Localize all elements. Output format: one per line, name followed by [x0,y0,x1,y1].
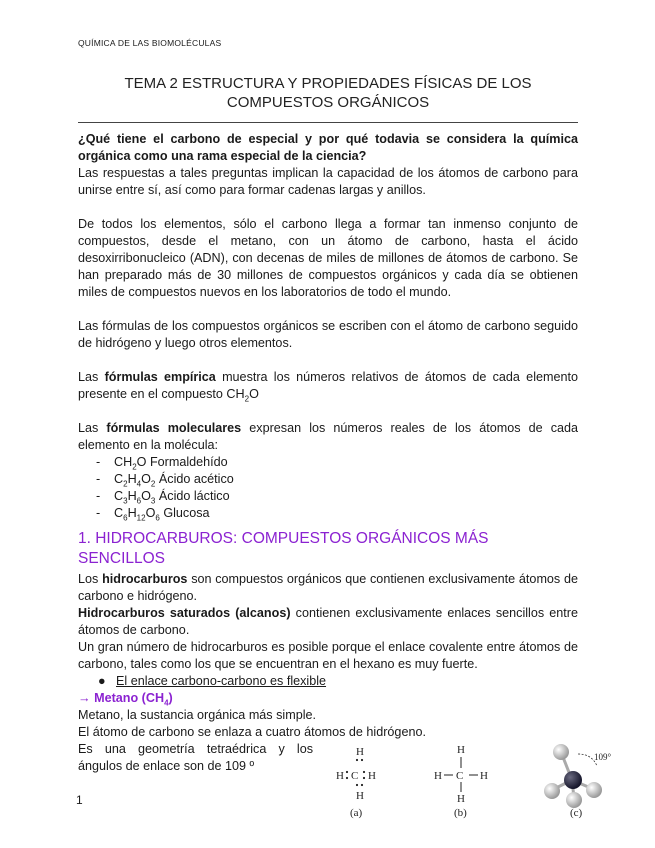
page-number: 1 [76,793,83,807]
hydrogen-ball [544,783,560,799]
paragraph-hydrocarbons: Los hidrocarburos son compuestos orgánicos que contienen exclusivamente átomos de carbono e hidrógeno. [78,572,578,603]
paragraph-bond: Un gran número de hidrocarburos es posible porque el enlace covalente entre átomos de carbono, tales como los que se encuentran en el hexano es muy fuerte. [78,640,578,671]
hydrogen-ball [566,792,582,808]
hydrogen-ball [553,744,569,760]
atom-h-top: H [356,746,364,758]
ball-and-stick-model [544,744,612,819]
paragraph-alkanes: Hidrocarburos saturados (alcanos) contienen exclusivamente enlaces sencillos entre átomos de carbono. [78,606,578,637]
atom-c: C [351,770,359,782]
page-title [78,74,578,112]
structural-formula [434,744,488,819]
atom-h-bottom: H [457,793,465,805]
running-header: QUÍMICA DE LAS BIOMOLÉCULAS [78,38,222,48]
paragraph-formulas: Las fórmulas de los compuestos orgánicos se escriben con el átomo de carbono seguido de hidrógeno y luego otros elementos. [78,319,578,350]
bond-angle-label: 109° [594,752,612,762]
atom-h-left: H [434,770,442,782]
atom-c: C [456,770,464,782]
figure-label-c: (c) [570,807,583,819]
list-item: - $C_2H_4O_2$ Ácido acético [78,471,578,488]
formula-list [78,454,578,522]
atom-h-right: H [480,770,488,782]
paragraph-empirical: Las fórmulas empírica muestra los números relativos de átomos de cada elemento presente en el compuesto $CH_2O$ [78,370,578,404]
carbon-ball [564,771,582,789]
figure-label-a: (a) [350,807,363,819]
lewis-structure [336,746,376,819]
atom-h-bottom: H [356,790,364,802]
figure-label-b: (b) [454,807,467,819]
atom-h-left: H [336,770,344,782]
intro-answer: Las respuestas a tales preguntas implican la capacidad de los átomos de carbono para unirse entre sí, así como para formar cadenas largas y anillos. [78,166,578,197]
list-item: - $CH_2O$ Formaldehído [78,454,578,471]
body-content [78,131,578,775]
bullet-flexible: ● El enlace carbono-carbono es flexible [98,674,327,688]
paragraph-elements: De todos los elementos, sólo el carbono llega a formar tan inmenso conjunto de compuestos, desde el metano, con un átomo de carbono, hasta el ácido desoxirribonucleico (ADN), con decenas de miles de millones de átomos de carbono. Se han preparado más de 30 millones de compuestos orgánicos y cada día se obtienen miles de compuestos nuevos en los laboratorios de todo el mundo. [78,217,578,299]
intro-question: ¿Qué tiene el carbono de especial y por qué todavia se considera la química orgánica como una rama especial de la ciencia? [78,132,578,163]
list-item: - $C_3H_6O_3$ Ácido láctico [78,488,578,505]
title-line-1: TEMA 2 ESTRUCTURA Y PROPIEDADES FÍSICAS DE LOS [124,75,532,92]
metano-heading: → Metano $(CH_4)$ [78,691,173,708]
atom-h-top: H [457,744,465,756]
methane-figure [330,740,630,820]
section-heading: 1. HIDROCARBUROS: COMPUESTOS ORGÁNICOS MÁS SENCILLOS [78,530,489,567]
title-divider [78,122,578,123]
metano-line-1: Metano, la sustancia orgánica más simple. [78,708,316,722]
list-item: - $C_6H_{12}O_6$ Glucosa [78,505,578,522]
paragraph-molecular: Las fórmulas moleculares expresan los números reales de los átomos de cada elemento en la molécula: [78,421,579,452]
hydrogen-ball [586,782,602,798]
metano-line-2: El átomo de carbono se enlaza a cuatro átomos de hidrógeno. [78,725,426,739]
metano-line-3: Es una geometría tetraédrica y los ángulos de enlace son de 109 º [78,742,313,773]
title-line-2: COMPUESTOS ORGÁNICOS [226,94,430,111]
atom-h-right: H [368,770,376,782]
